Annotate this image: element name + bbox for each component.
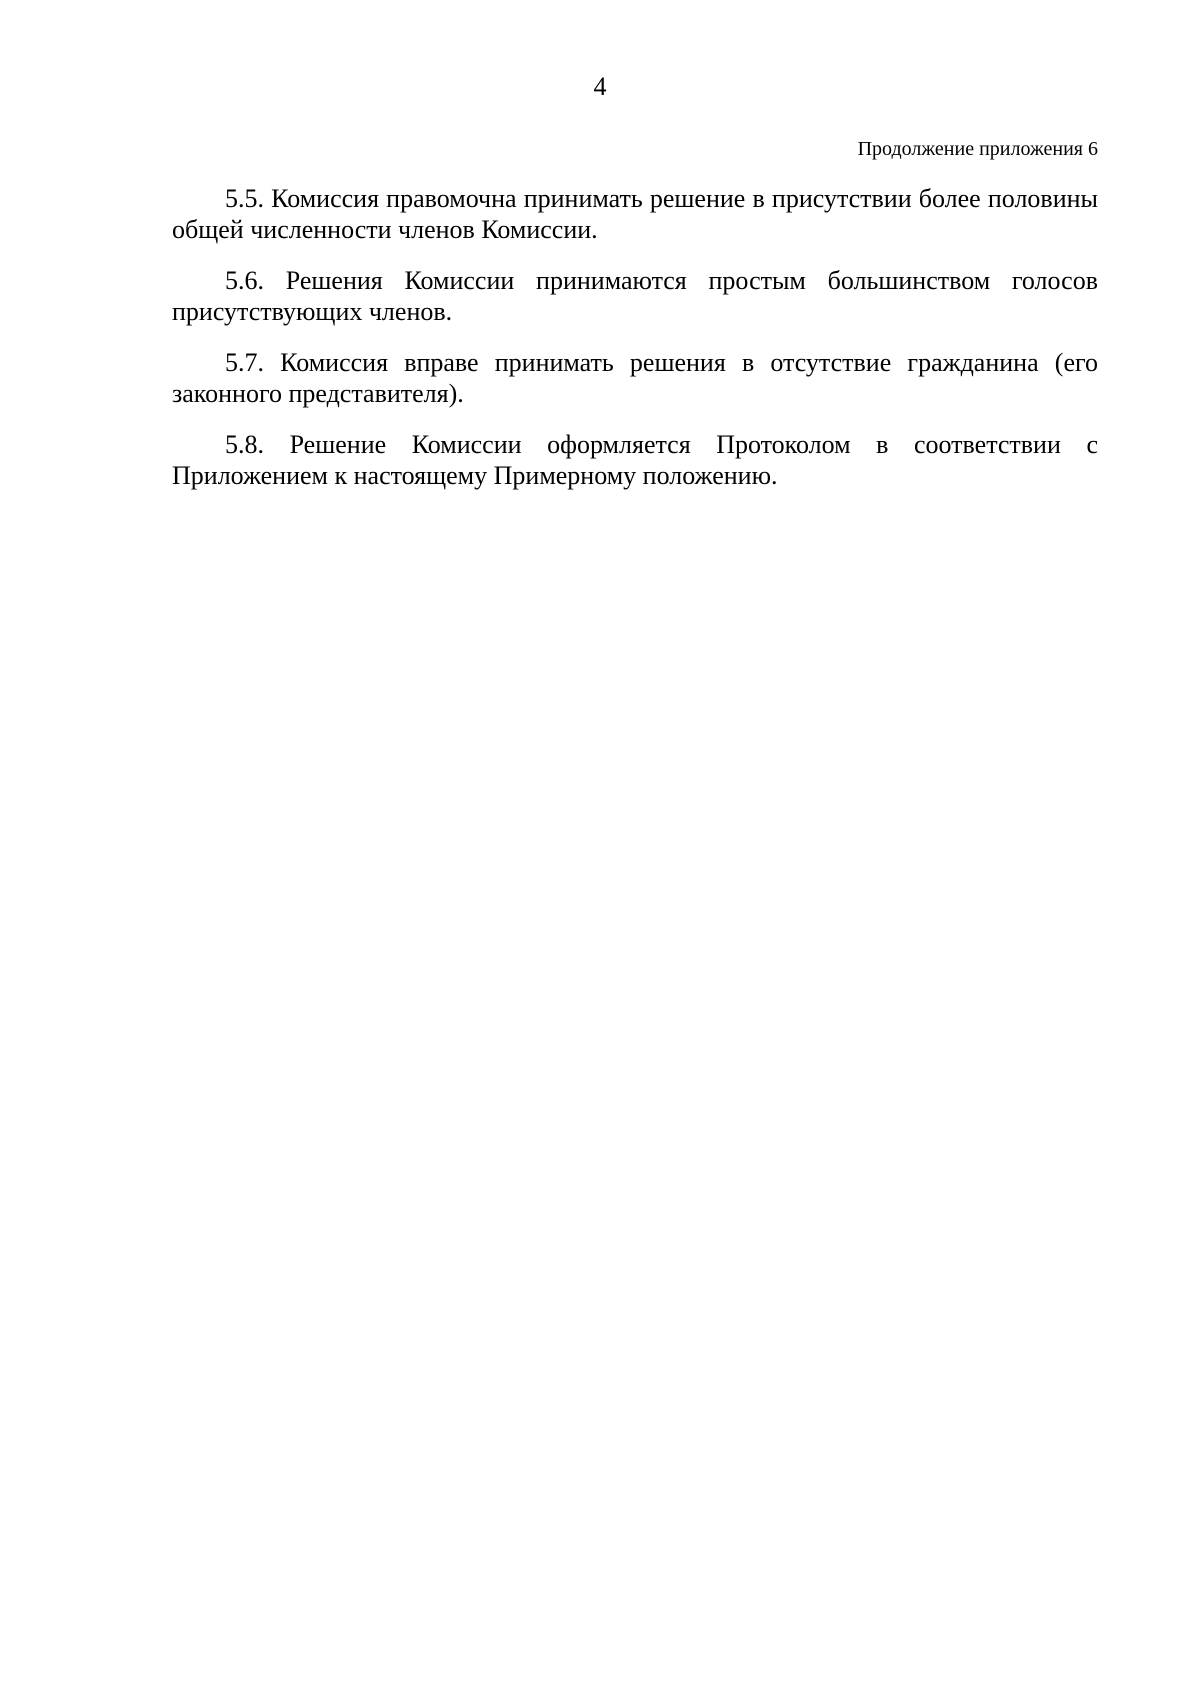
paragraph-5-7: 5.7. Комиссия вправе принимать решения в отсутствие гражданина (его законного представителя). — [172, 348, 1098, 408]
paragraph-5-6: 5.6. Решения Комиссии принимаются простым большинством голосов присутствующих членов. — [172, 266, 1098, 326]
page-number: 4 — [593, 72, 607, 101]
appendix-continuation-note: Продолжение приложения 6 — [857, 138, 1098, 160]
document-body — [172, 183, 1098, 511]
paragraph-5-5: 5.5. Комиссия правомочна принимать решение в присутствии более половины общей численности членов Комиссии. — [172, 184, 1098, 244]
paragraph-5-8: 5.8. Решение Комиссии оформляется Протоколом в соответствии с Приложением к настоящему Примерному положению. — [172, 430, 1098, 490]
